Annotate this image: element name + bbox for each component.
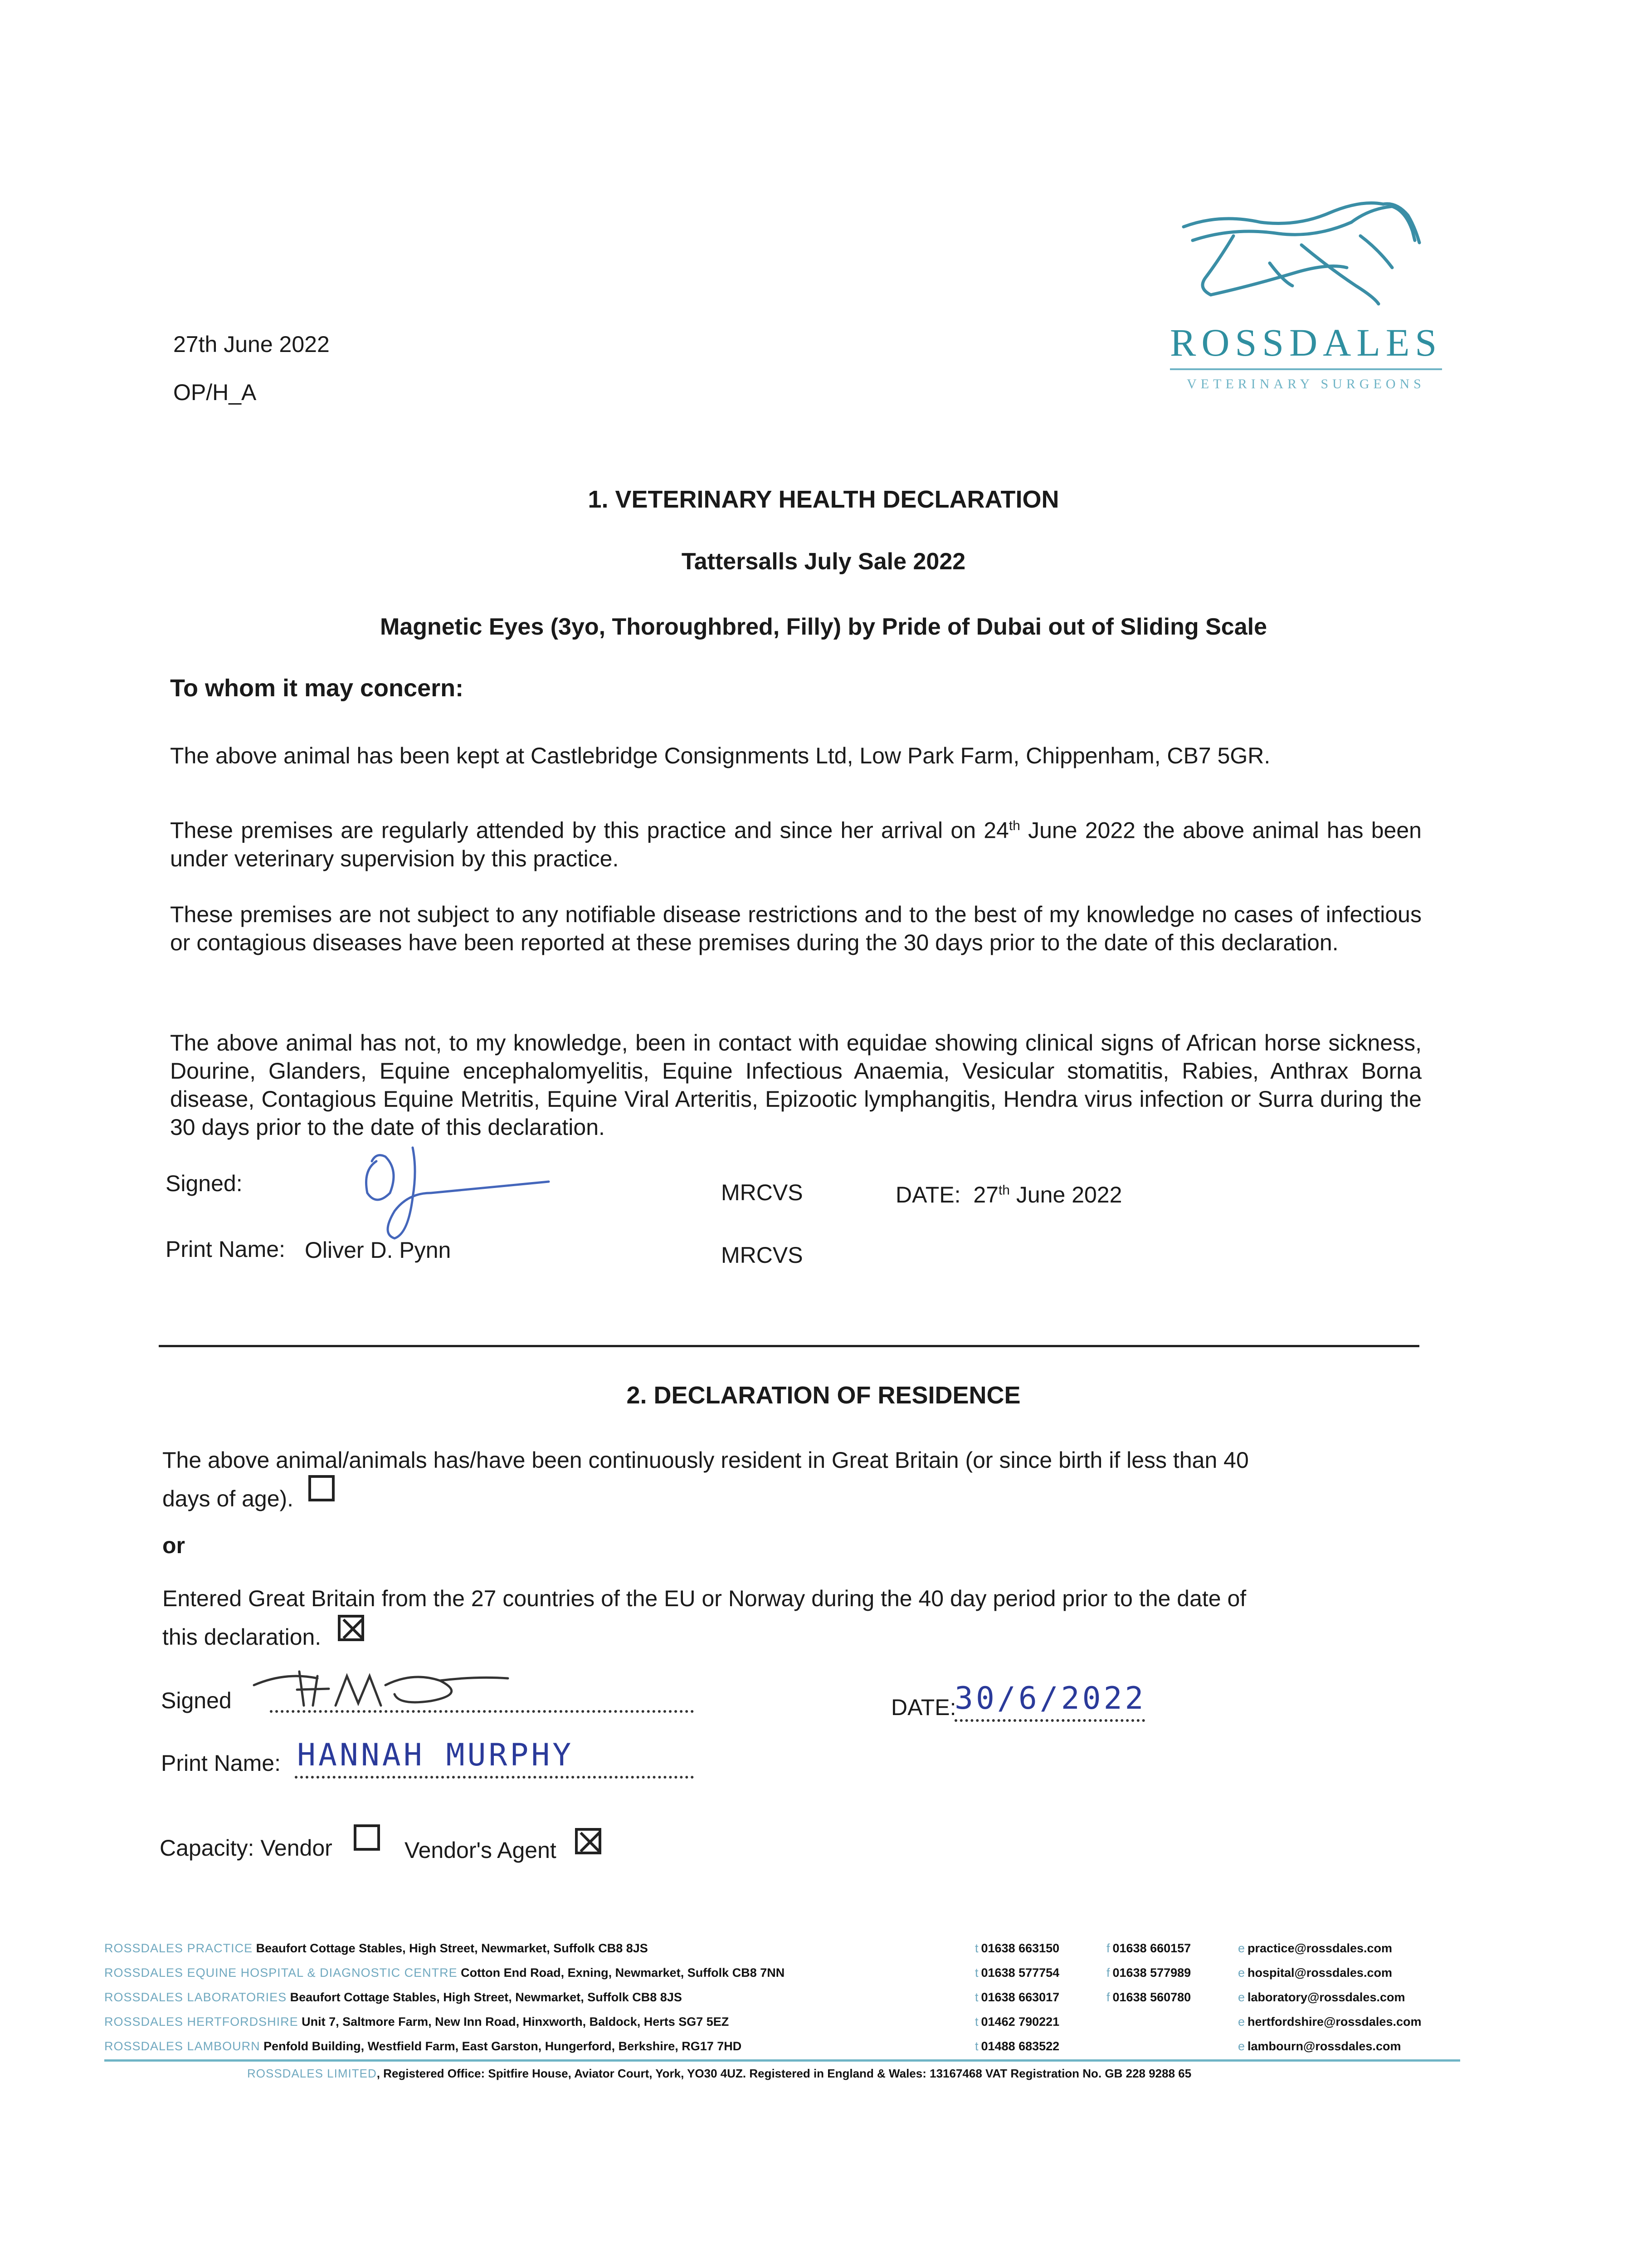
footer-email[interactable]: e practice@rossdales.com	[1238, 1941, 1393, 1955]
footer-row: ROSSDALES EQUINE HOSPITAL & DIAGNOSTIC CENTRE Cotton End Road, Exning, Newmarket, Suffolk CB8 7NN	[104, 1966, 785, 1980]
rossdales-logo	[1170, 191, 1442, 399]
footer-phone: t 01638 663017	[975, 1990, 1060, 2004]
footer-email[interactable]: e lambourn@rossdales.com	[1238, 2039, 1401, 2053]
horse-description: Magnetic Eyes (3yo, Thoroughbred, Filly) by Pride of Dubai out of Sliding Scale	[380, 614, 1267, 640]
section2-title: 2. DECLARATION OF RESIDENCE	[626, 1382, 1021, 1409]
footer-phone: t 01488 683522	[975, 2039, 1060, 2053]
vendors-agent-checkbox[interactable]	[575, 1828, 601, 1854]
paragraph-premises: The above animal has been kept at Castlebridge Consignments Ltd, Low Park Farm, Chippenham, CB7 5GR.	[170, 743, 1271, 768]
residence-option1-line1: The above animal/animals has/have been continuously resident in Great Britain (or since birth if less than 40	[162, 1447, 1249, 1473]
or-label: or	[162, 1533, 185, 1558]
salutation: To whom it may concern:	[170, 675, 464, 702]
mrcvs-label-2: MRCVS	[721, 1242, 803, 1268]
footer-row: ROSSDALES HERTFORDSHIRE Unit 7, Saltmore Farm, New Inn Road, Hinxworth, Baldock, Herts SG7 5EZ	[104, 2015, 729, 2028]
paragraph-restrictions: These premises are not subject to any notifiable disease restrictions and to the best of my knowledge no cases of infectious or contagious diseases have been reported at these premises during the 30 days prior to the date of this declaration.	[170, 902, 1422, 955]
footer-divider	[104, 2059, 1460, 2062]
print-name-line	[295, 1776, 694, 1779]
residence-option1-line2: days of age).	[162, 1486, 294, 1511]
paragraph-supervision: These premises are regularly attended by this practice and since her arrival on 24th June 2022 the above animal has been under veterinary supervision by this practice.	[170, 817, 1422, 871]
sale-name: Tattersalls July Sale 2022	[681, 548, 966, 575]
paragraph-contact: The above animal has not, to my knowledge, been in contact with equidae showing clinical signs of African horse sickness, Dourine, Glanders, Equine encephalomyelitis, Equine Infectious Anaemia, Vesicular stomatitis, Rabies, Anthrax Borna disease, Contagious Equine Metritis, Equine Viral Arteritis, Epizootic lymphangitis, Hendra virus infection or Surra during the 30 days prior to the date of this declaration.	[170, 1030, 1422, 1140]
mrcvs-label-1: MRCVS	[721, 1180, 803, 1205]
horse-logo-icon	[1179, 191, 1424, 327]
footer-email[interactable]: e hertfordshire@rossdales.com	[1238, 2015, 1422, 2028]
agent-print-name: HANNAH MURPHY	[297, 1737, 574, 1773]
footer-fax: f 01638 660157	[1106, 1941, 1191, 1955]
footer-email[interactable]: e hospital@rossdales.com	[1238, 1966, 1392, 1980]
vet-declaration-date: DATE: 27th June 2022	[896, 1182, 1122, 1207]
print-name-label-1: Print Name:	[166, 1237, 285, 1262]
registered-office: ROSSDALES LIMITED, Registered Office: Spitfire House, Aviator Court, York, YO30 4UZ. Registered in England & Wales: 13167468 VAT Registration No. GB 228 9288 65	[247, 2067, 1192, 2080]
agent-signature	[249, 1662, 512, 1712]
logo-divider	[1170, 368, 1442, 370]
footer-fax: f 01638 560780	[1106, 1990, 1191, 2004]
residence-option2-checkbox[interactable]	[338, 1615, 364, 1641]
footer-row: ROSSDALES PRACTICE Beaufort Cottage Stables, High Street, Newmarket, Suffolk CB8 8JS	[104, 1941, 648, 1955]
footer-phone: t 01462 790221	[975, 2015, 1060, 2028]
vet-signature	[358, 1143, 558, 1247]
agent-date-label: DATE:	[891, 1695, 956, 1720]
letter-date: 27th June 2022	[173, 332, 330, 357]
footer-fax: f 01638 577989	[1106, 1966, 1191, 1980]
vendor-checkbox[interactable]	[354, 1824, 380, 1851]
reference-code: OP/H_A	[173, 380, 257, 405]
print-name-label-2: Print Name:	[161, 1750, 281, 1776]
brand-name: ROSSDALES	[1170, 321, 1442, 364]
section-divider	[159, 1345, 1419, 1347]
vet-print-name: Oliver D. Pynn	[305, 1237, 451, 1263]
footer-email[interactable]: e laboratory@rossdales.com	[1238, 1990, 1405, 2004]
section1-title: 1. VETERINARY HEALTH DECLARATION	[588, 486, 1059, 513]
signed-label-1: Signed:	[166, 1171, 243, 1196]
capacity-vendor-label: Capacity: Vendor	[160, 1835, 332, 1861]
vendors-agent-label: Vendor's Agent	[404, 1838, 556, 1863]
residence-option2-line2: this declaration.	[162, 1624, 322, 1650]
residence-option2-line1: Entered Great Britain from the 27 countries of the EU or Norway during the 40 day period prior to the date of	[162, 1586, 1247, 1611]
footer-row: ROSSDALES LABORATORIES Beaufort Cottage Stables, High Street, Newmarket, Suffolk CB8 8JS	[104, 1990, 682, 2004]
brand-tagline: VETERINARY SURGEONS	[1187, 376, 1425, 391]
footer-row: ROSSDALES LAMBOURN Penfold Building, Westfield Farm, East Garston, Hungerford, Berkshire, RG17 7HD	[104, 2039, 742, 2053]
residence-option1-checkbox[interactable]	[308, 1475, 335, 1501]
date-line	[955, 1719, 1145, 1722]
footer-phone: t 01638 577754	[975, 1966, 1060, 1980]
agent-date-value: 30/6/2022	[955, 1681, 1146, 1716]
signed-label-2: Signed	[161, 1688, 232, 1713]
footer-phone: t 01638 663150	[975, 1941, 1060, 1955]
